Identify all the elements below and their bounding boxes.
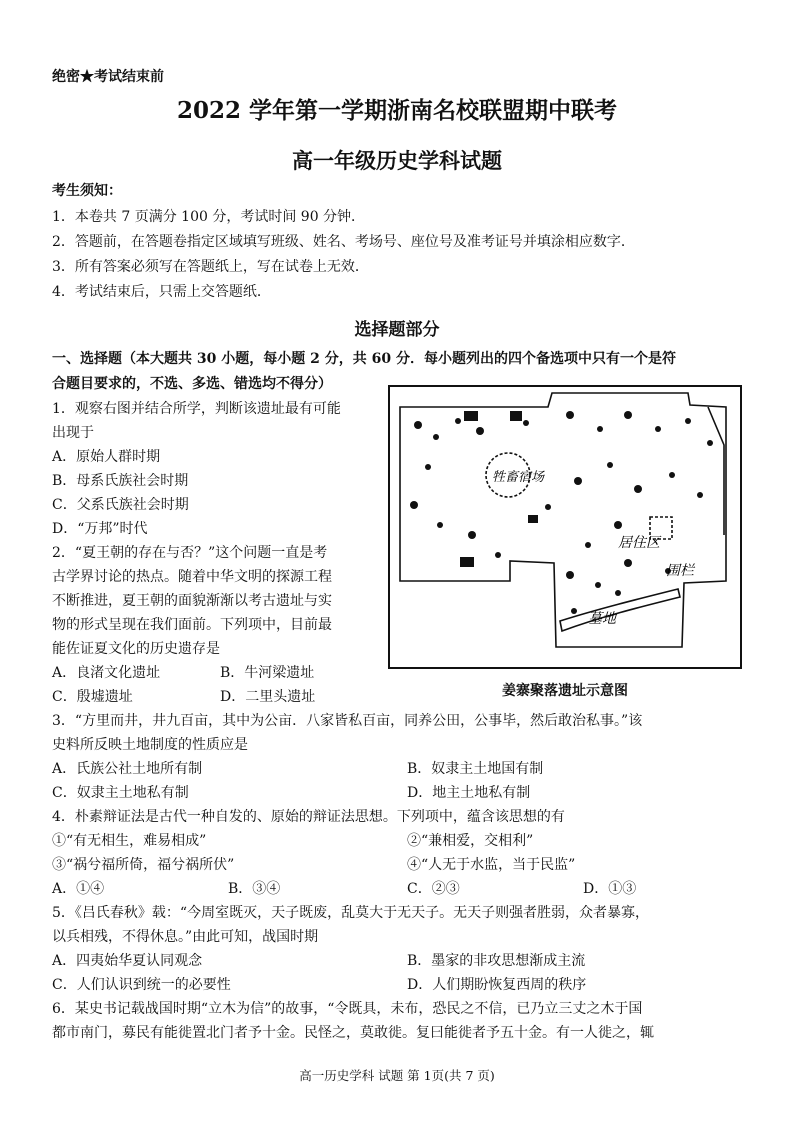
- option: A．良渚文化遗址: [52, 665, 161, 681]
- notice-item: 2．答题前，在答题卷指定区域填写班级、姓名、考场号、座位号及准考证号并填涂相应数字．: [52, 234, 635, 250]
- option: C．奴隶主土地私有制: [52, 785, 189, 801]
- option: D．人们期盼恢复西周的秩序: [407, 977, 587, 993]
- question-stem: 5．《吕氏春秋》载：“今周室既灭，天子既废，乱莫大于无天子。无天子则强者胜弱，众者暴寡，: [52, 905, 650, 921]
- option: C．人们认识到统一的必要性: [52, 977, 231, 993]
- question-stem: 4．朴素辩证法是古代一种自发的、原始的辩证法思想。下列项中，蕴含该思想的有: [52, 809, 565, 825]
- settlement-map-figure: [388, 385, 742, 669]
- notice-item: 1．本卷共 7 页满分 100 分，考试时间 90 分钟．: [52, 209, 366, 225]
- option: D．①③: [583, 881, 637, 897]
- question-stem: 2．“夏王朝的存在与否？”这个问题一直是考: [52, 545, 328, 561]
- option: B．墨家的非攻思想渐成主流: [407, 953, 586, 969]
- map-label-grave: 墓地: [588, 611, 616, 627]
- question-stem: 1．观察右图并结合所学，判断该遗址最有可能: [52, 401, 341, 417]
- question-stem: 能佐证夏文化的历史遗存是: [52, 641, 220, 657]
- option: C．父系氏族社会时期: [52, 497, 189, 513]
- option: B．牛河梁遗址: [220, 665, 315, 681]
- statement-item: ④“人无于水监，当于民监”: [407, 857, 576, 873]
- option: A．①④: [52, 881, 105, 897]
- page-footer: 高一历史学科 试题 第 1页(共 7 页): [299, 1068, 495, 1083]
- statement-item: ②“兼相爱，交相利”: [407, 833, 534, 849]
- option: A．原始人群时期: [52, 449, 161, 465]
- figure-caption: 姜寨聚落遗址示意图: [502, 683, 628, 699]
- question-stem: 不断推进，夏王朝的面貌渐渐以考古遗址与实: [52, 593, 332, 609]
- option: D．二里头遗址: [220, 689, 316, 705]
- map-label-residence: 居住区: [618, 535, 660, 551]
- statement-item: ③“祸兮福所倚，福兮祸所伏”: [52, 857, 235, 873]
- statement-item: ①“有无相生，难易相成”: [52, 833, 207, 849]
- map-label-fence: 围栏: [666, 563, 694, 579]
- option: A．四夷始华夏认同观念: [52, 953, 203, 969]
- exam-subtitle: 高一年级历史学科试题: [292, 148, 502, 173]
- question-stem: 都市南门，募民有能徙置北门者予十金。民怪之，莫敢徙。复曰能徙者予五十金。有一人徙之，辄: [52, 1025, 654, 1041]
- question-stem: 出现于: [52, 425, 94, 441]
- part-instruction: 合题目要求的，不选、多选、错选均不得分）: [52, 376, 332, 392]
- section-title: 选择题部分: [354, 320, 440, 340]
- exam-title: 2022 学年第一学期浙南名校联盟期中联考: [176, 97, 618, 124]
- option: C．殷墟遗址: [52, 689, 133, 705]
- map-label-field: 牲畜宿场: [492, 470, 545, 485]
- notice-item: 4．考试结束后，只需上交答题纸．: [52, 284, 271, 300]
- question-stem: 以兵相残，不得休息。”由此可知，战国时期: [52, 929, 319, 945]
- option: A．氏族公社土地所有制: [52, 761, 203, 777]
- confidential-mark: 绝密★考试结束前: [52, 69, 164, 85]
- question-stem: 古学界讨论的热点。随着中华文明的探源工程: [52, 569, 332, 585]
- option: C．②③: [407, 881, 460, 897]
- notice-heading: 考生须知：: [52, 183, 122, 199]
- option: B．③④: [228, 881, 281, 897]
- option: B．奴隶主土地国有制: [407, 761, 544, 777]
- part-instruction: 一、选择题（本大题共 30 小题，每小题 2 分，共 60 分．每小题列出的四个备选项中只有一个是符: [52, 351, 676, 367]
- notice-item: 3．所有答案必须写在答题纸上，写在试卷上无效．: [52, 259, 369, 275]
- question-stem: 6．某史书记载战国时期“立木为信”的故事，“令既具，未布，恐民之不信，已乃立三丈之木于国: [52, 1001, 643, 1017]
- option: D．地主土地私有制: [407, 785, 531, 801]
- option: B．母系氏族社会时期: [52, 473, 189, 489]
- question-stem: 物的形式呈现在我们面前。下列项中，目前最: [52, 617, 332, 633]
- question-stem: 3．“方里而井，井九百亩，其中为公亩．八家皆私百亩，同养公田，公事毕，然后敢治私事。”该: [52, 713, 643, 729]
- question-stem: 史料所反映土地制度的性质应是: [52, 737, 248, 753]
- option: D．“万邦”时代: [52, 521, 148, 537]
